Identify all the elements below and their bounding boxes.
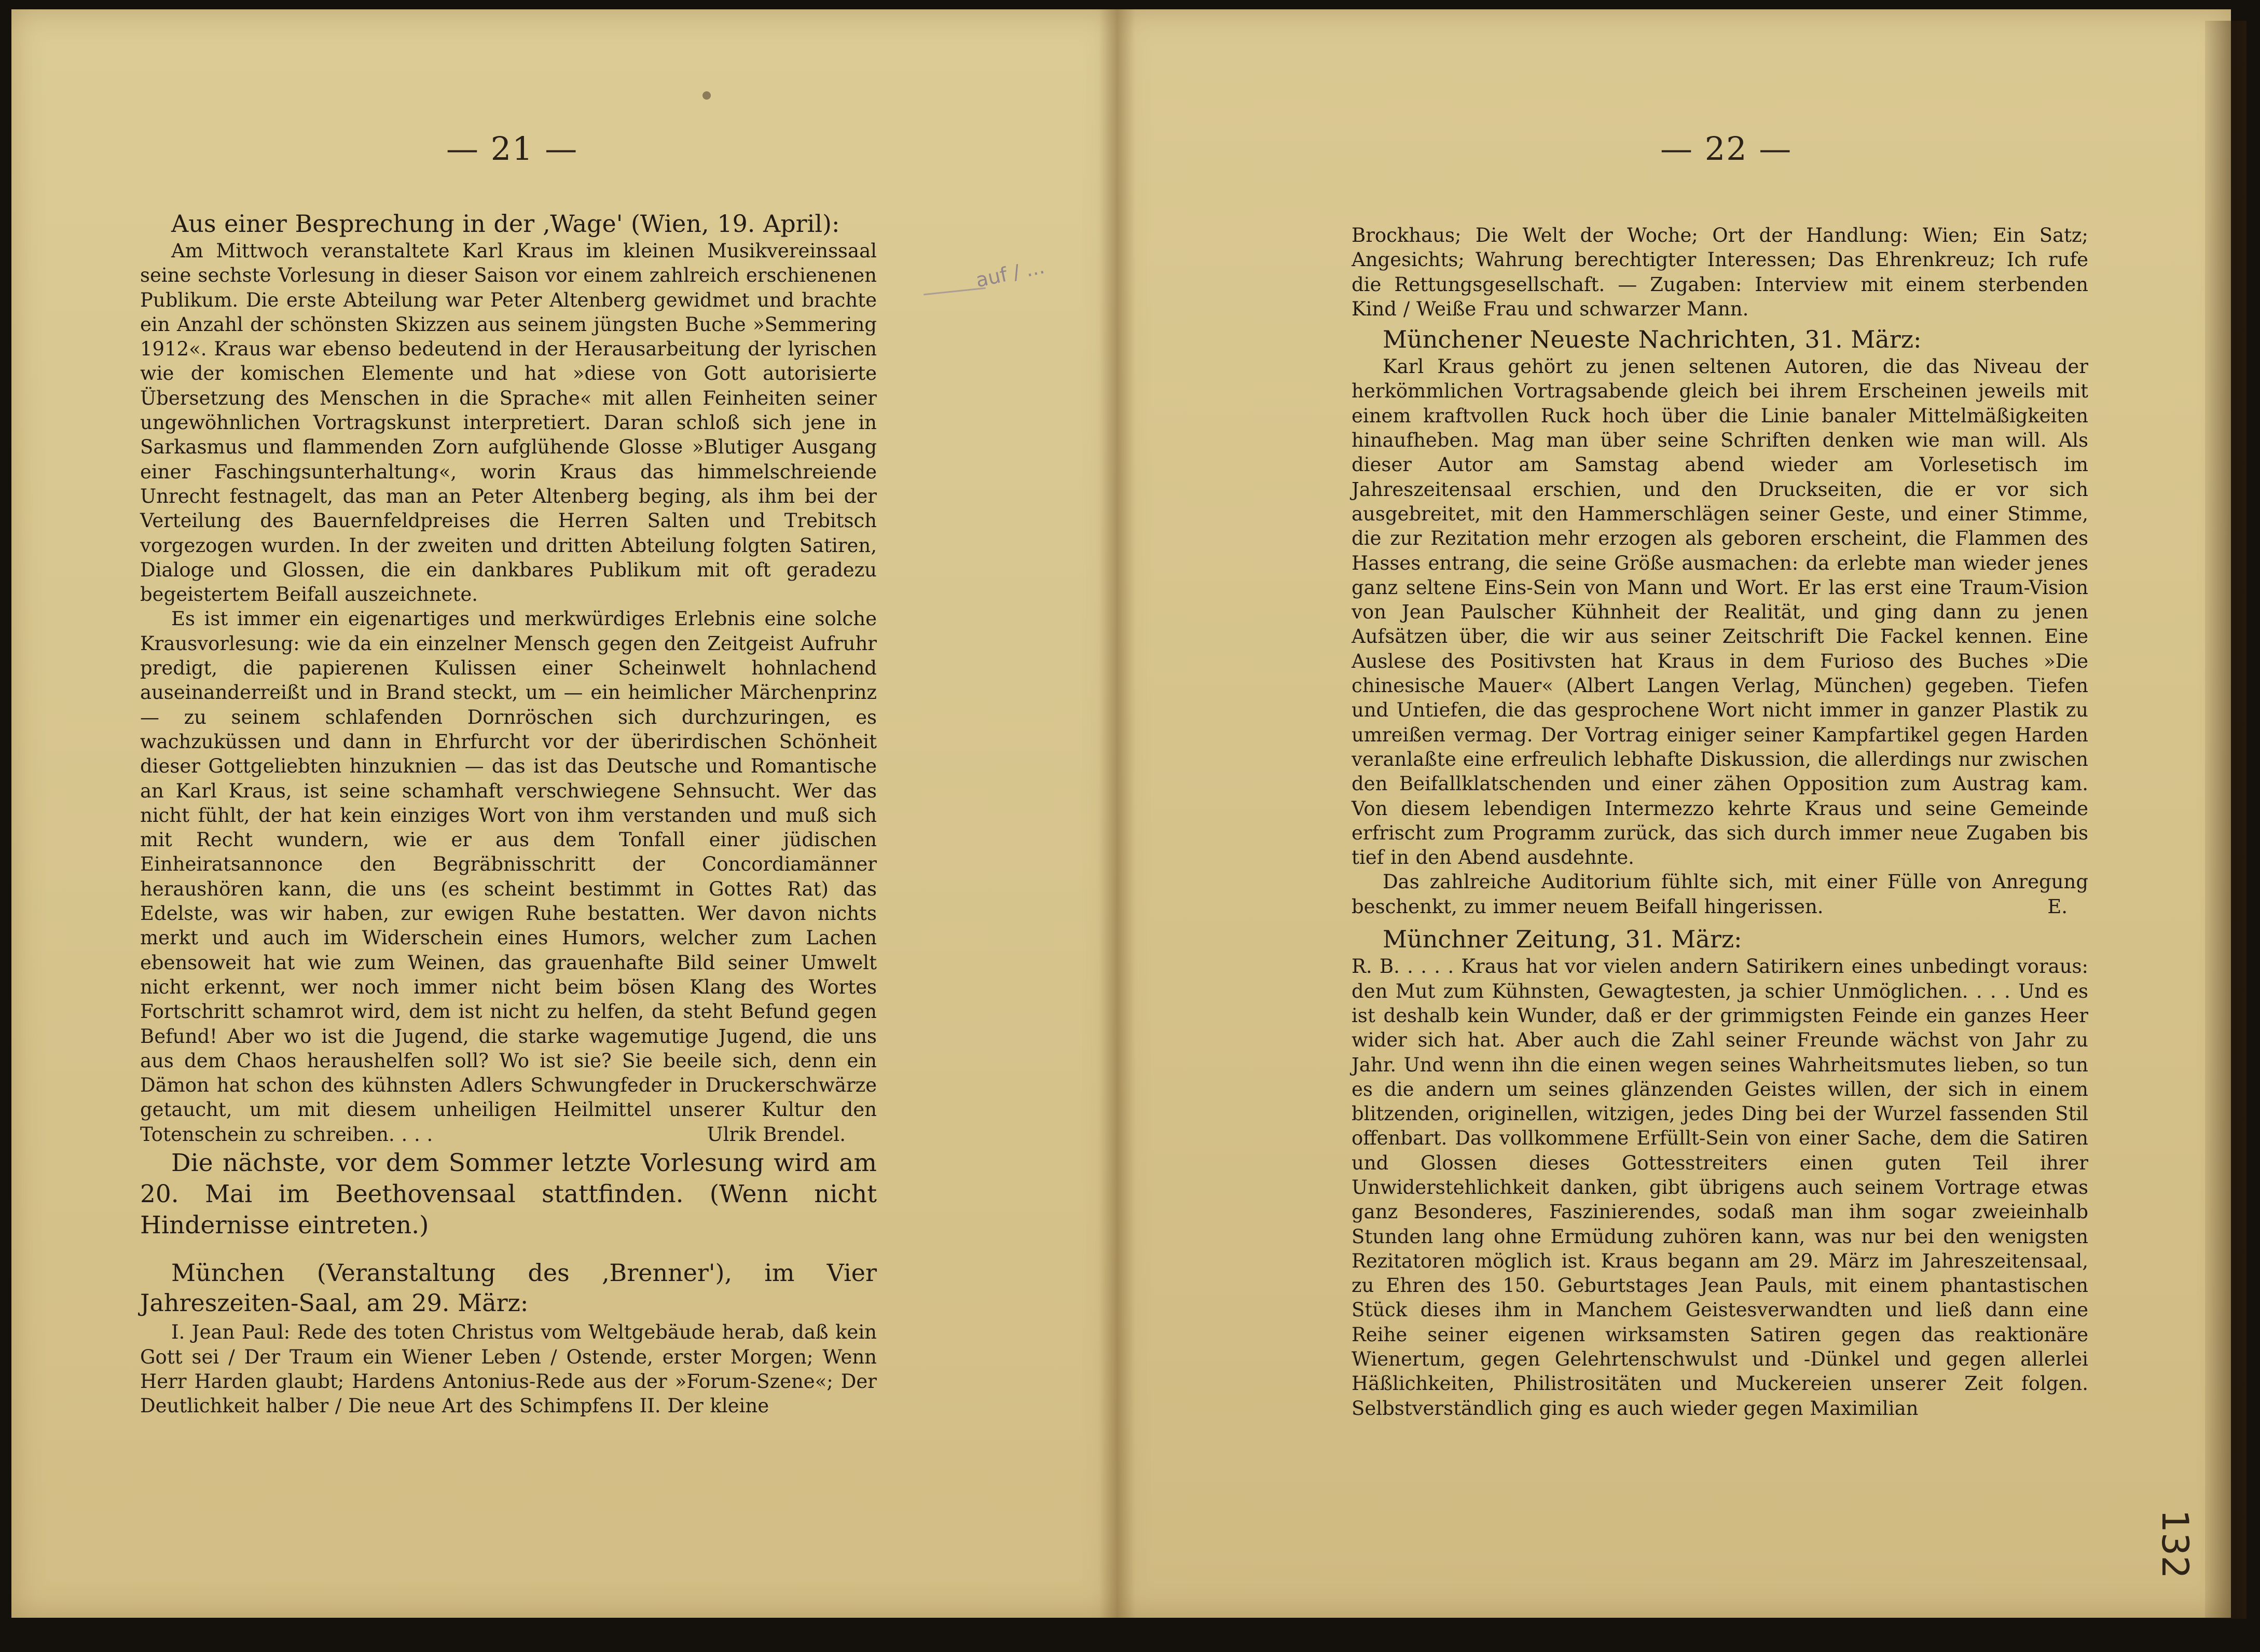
program-text: I. Jean Paul: Rede des toten Christus vom Weltgebäude herab, daß kein Gott sei / Der Traum ein Wiener Leben / Ostende, erster Morgen; Wenn Herr Harden glaubt; Hardens Antonius-Rede aus der »Forum-Szene«; Der Deutlichkeit halber / Die neue Art des Schimpfens II. Der kleine bbox=[140, 1321, 877, 1417]
page-fold bbox=[1099, 9, 1135, 1618]
margin-note: auf / ... bbox=[973, 255, 1047, 292]
page-number-right: — 22 — bbox=[1660, 130, 1793, 168]
program-continued: Brockhaus; Die Welt der Woche; Ort der Handlung: Wien; Ein Satz; Angesichts; Wahrung berechtigter Interessen; Das Ehrenkreuz; Ich rufe die Rettungsgesellschaft. — Zugaben: Interview mit einem sterbenden Kind / Weiße Frau und schwarzer Mann. bbox=[1352, 224, 2088, 320]
heading-mz: Münchner Zeitung, 31. März: bbox=[1383, 925, 1742, 954]
paragraph-wage-2: Es ist immer ein eigenartiges und merkwürdiges Erlebnis eine solche Krausvorlesung: wie da ein einzelner Mensch gegen den Zeitgeist Aufruhr predigt, die papierenen Kulissen einer Scheinwelt hohnlachend auseinanderreißt und in Brand steckt, um — ein heimlicher Märchenprinz — zu seinem schlafenden Dornröschen sich durchzuringen, es wachzuküssen und dann in Ehrfurcht vor der überirdischen Schönheit dieser Gottgeliebten hinzuknien — das ist das Deutsche und Romantische an Karl Kraus, ist seine schamhaft verschwiegene Sehnsucht. Wer das nicht fühlt, der hat kein einziges Wort von ihm verstanden und muß sich mit Recht wundern, wie er aus dem Tonfall einer jüdischen Einheiratsannonce den Begräbnisschritt der Concordiamänner heraushören kann, die uns (es scheint bestimmt in Gottes Rat) das Edelste, was wir haben, zur ewigen Ruhe bestatten. Wer davon nichts merkt und auch im Widerschein eines Humors, welcher zum Lachen ebensoweit hat wie zum Weinen, das grauenhafte Bild seiner Umwelt nicht erkennt, wer noch immer nicht beim bösen Klang des Wortes Fortschritt schamrot wird, dem ist nicht zu helfen, da steht Befund gegen Befund! Aber wo ist die Jugend, die starke wagemutige Jugend, die uns aus dem Chaos heraushelfen soll? Wo ist sie? Sie beeile sich, denn ein Dämon hat schon des kühnsten Adlers Schwungfeder in Druckerschwärze getaucht, um mit diesem unheiligen Heilmittel unserer Kultur den Totenschein zu schreiben. . . . bbox=[140, 608, 877, 1146]
paragraph-mnn-2: Das zahlreiche Auditorium fühlte sich, mit einer Fülle von Anregung beschenkt, zu immer neuem Beifall hingerissen. bbox=[1352, 871, 2088, 918]
signature-mnn: E. bbox=[2047, 896, 2068, 918]
paragraph-mz: R. B. . . . . Kraus hat vor vielen andern Satirikern eines unbedingt voraus: den Mut zum Kühnsten, Gewagtesten, ja schier Unmöglichen. . . . Und es ist deshalb kein Wunder, daß er der grimmigsten Feinde ein ganzes Heer wider sich hat. Aber auch die Zahl seiner Freunde wächst von Jahr zu Jahr. Und wenn ihn die einen wegen seines Wahrheitsmutes lieben, so tun es die andern um seines glänzenden Geistes willen, der sich in einem blitzenden, originellen, witzigen, jedes Ding bei der Wurzel fassenden Stil offenbart. Das vollkommene Erfüllt-Sein von einer Sache, dem die Satiren und Glossen dieses Gottesstreiters einen guten Teil ihrer Unwiderstehlichkeit danken, gibt übrigens auch seinem Vortrage etwas ganz Besonderes, Faszinierendes, sodaß man ihm sogar zweieinhalb Stunden lang ohne Ermüdung zuhören kann, was nur bei den wenigsten Rezitatoren möglich ist. Kraus begann am 29. März im Jahreszeitensaal, zu Ehren des 150. Geburtstages Jean Pauls, mit einem phantastischen Stück dieses ihm in Manchem Geistesverwandten und ließ dann eine Reihe seiner eigenen wirksamsten Satiren gegen das reaktionäre Wienertum, gegen Gelehrtenschwulst und -Dünkel und gegen allerlei Häßlichkeiten, Philistrositäten und Muckereien unserer Zeit folgen. Selbstverständlich ging es auch wieder gegen Maximilian bbox=[1352, 955, 2088, 1420]
announcement: Die nächste, vor dem Sommer letzte Vorlesung wird am 20. Mai im Beethovensaal stattfinden. (Wenn nicht Hindernisse eintreten.) bbox=[140, 1149, 877, 1240]
heading-mnn: Münchener Neueste Nachrichten, 31. März: bbox=[1383, 325, 1922, 354]
page-edge-shadow bbox=[2205, 21, 2247, 1619]
heading-wage: Aus einer Besprechung in der ‚Wage' (Wien, 19. April): bbox=[171, 210, 840, 238]
signature-wage: Ulrik Brendel. bbox=[707, 1123, 846, 1146]
heading-muenchen: München (Veranstaltung des ‚Brenner'), im Vier Jahreszeiten-Saal, am 29. März: bbox=[140, 1259, 877, 1317]
left-text-column bbox=[140, 209, 877, 1418]
paragraph-mnn-1: Karl Kraus gehört zu jenen seltenen Autoren, die das Niveau der herkömmlichen Vortragsabende gleich bei ihrem Erscheinen jeweils mit einem kraftvollen Ruck hoch über die Linie banaler Mittelmäßigkeiten hinaufheben. Mag man über seine Schriften denken wie man will. Als dieser Autor am Samstag abend wieder am Vorlesetisch im Jahreszeitensaal erschien, und den Druckseiten, die er vor sich ausgebreitet, mit den Hammerschlägen seiner Geste, und einer Stimme, die zur Rezitation mehr erzogen als geboren erscheint, die Flammen des Hasses entrang, die seine Größe ausmachen: da erlebte man wieder jenes ganz seltene Eins-Sein von Mann und Wort. Er las erst eine Traum-Vision von Jean Paulscher Kühnheit der Realität, und ging dann zu jenen Aufsätzen über, die wir aus seiner Zeitschrift Die Fackel kennen. Eine Auslese des Positivsten hat Kraus in dem Furioso des Buches »Die chinesische Mauer« (Albert Langen Verlag, München) gegeben. Tiefen und Untiefen, die das gesprochene Wort nicht immer in ganzer Plastik zu umreißen vermag. Der Vortrag einiger seiner Kampfartikel gegen Harden veranlaßte eine erfreulich lebhafte Diskussion, die allerdings nur zwischen den Beifallklatschenden und einer zähen Opposition zum Austrag kam. Von diesem lebendigen Intermezzo kehrte Kraus und seine Gemeinde erfrischt zum Programm zurück, das sich durch immer neue Zugaben bis tief in den Abend ausdehnte. bbox=[1352, 355, 2088, 869]
paragraph-wage-1: Am Mittwoch veranstaltete Karl Kraus im kleinen Musikvereinssaal seine sechste Vorlesung in dieser Saison vor einem zahlreich erschienenen Publikum. Die erste Abteilung war Peter Altenberg gewidmet und brachte ein Anzahl der schönsten Skizzen aus seinem jüngsten Buche »Semmering 1912«. Kraus war ebenso bedeutend in der Herausarbeitung der lyrischen wie der komischen Elemente und hat »diese von Gott autorisierte Übersetzung des Menschen in die Sprache« mit allen Feinheiten seiner ungewöhnlichen Vortragskunst interpretiert. Daran schloß sich jene in Sarkasmus und flammenden Zorn aufglühende Glosse »Blutiger Ausgang einer Faschingsunterhaltung«, worin Kraus das himmelschreiende Unrecht festnagelt, das man an Peter Altenberg beging, als ihm bei der Verteilung des Bauernfeldpreises die Herren Salten und Trebitsch vorgezogen wurden. In der zweiten und dritten Abteilung folgten Satiren, Dialoge und Glossen, die ein dankbares Publikum mit oft geradezu begeistertem Beifall auszeichnete. bbox=[140, 240, 877, 606]
right-text-column bbox=[1352, 223, 2088, 1421]
page-number-left: — 21 — bbox=[446, 130, 578, 168]
binding-hole bbox=[702, 91, 711, 100]
archive-number: 132 bbox=[2153, 1509, 2196, 1579]
